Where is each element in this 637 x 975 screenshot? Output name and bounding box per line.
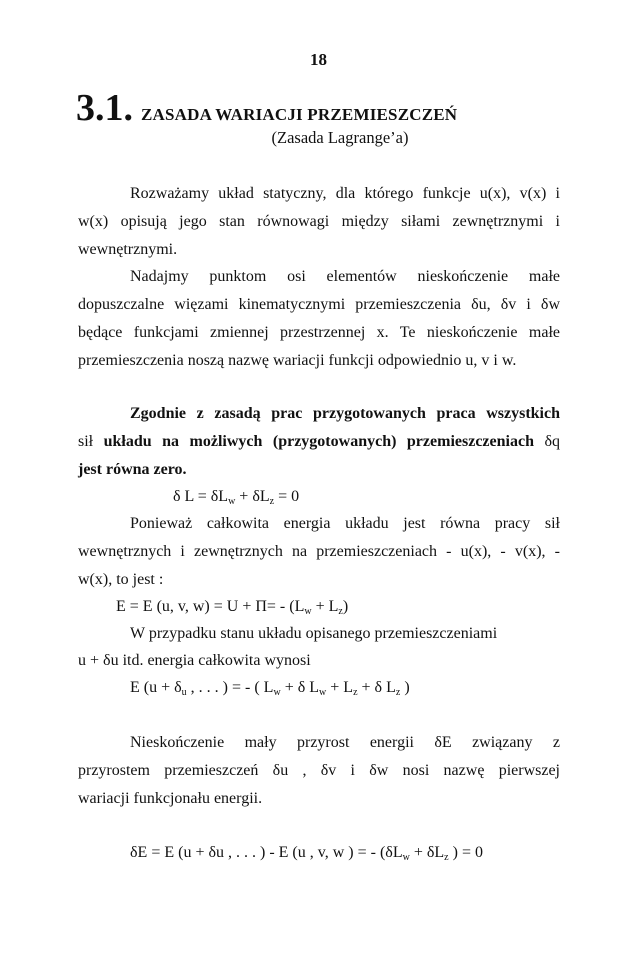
text: E = E (u, v, w) = U + Π= - (L [116,598,305,615]
text-line [78,460,187,480]
bold-text: układu na możliwych (przygotowanych) przemieszczeniach [103,433,534,450]
text-line [78,542,560,562]
text: wariacji funkcjonału energii. [78,790,263,807]
text: wewnętrznych i zewnętrznych na przemieszczeniach - u(x), - v(x), - [78,543,560,560]
text: + δL [235,488,270,505]
text: = 0 [274,488,300,505]
text: ) [400,679,410,696]
text-line [78,432,560,452]
text: + δL [409,844,445,861]
page-number: 18 [310,50,327,69]
text-line [78,651,311,671]
text-line [78,761,560,781]
subscript: u [181,687,187,698]
text: Nieskończenie mały przyrost energii δE związany z [130,734,560,751]
text: + δ L [357,679,396,696]
subscript: z [338,606,343,617]
subscript: z [269,496,275,507]
text: + L [326,679,354,696]
text: δq [533,433,560,450]
text: w(x), to jest : [78,571,164,588]
bold-text: Zgodnie z zasadą prac przygotowanych praca wszystkich [130,405,560,422]
subscript: w [319,687,327,698]
text: wewnętrznymi. [78,241,178,258]
subscript: w [228,496,236,507]
section-number: 3.1. [76,87,133,129]
subscript: w [304,606,312,617]
text-line [78,295,560,315]
text-line [78,212,560,232]
text: W przypadku stanu układu opisanego przemieszczeniami [130,625,498,642]
section-heading [76,86,457,130]
text: przemieszczenia noszą nazwę wariacji funkcji odpowiednio u, v i w. [78,352,517,369]
subscript: z [444,852,449,863]
text: dopuszczalne więzami kinematycznymi przemieszczenia δu, δv i δw [78,296,560,313]
text: Nadajmy punktom osi elementów nieskończenie małe [130,268,560,285]
text: Ponieważ całkowita energia układu jest równa pracy sił [130,515,560,532]
text-line [130,624,497,644]
text-line [78,323,560,343]
text: Rozważamy układ statyczny, dla którego funkcje u(x), v(x) i [130,185,560,202]
section-title: ZASADA WARIACJI PRZEMIESZCZEŃ [141,105,458,124]
text-line [130,733,560,753]
text: w(x) opisują jego stan równowagi między siłami zewnętrznymi i [78,213,560,230]
text: + δ L [280,679,320,696]
text-line [130,184,560,204]
text: ) [342,598,349,615]
text-line [130,843,483,863]
text-line [130,678,410,698]
subscript: w [402,852,410,863]
subscript: w [273,687,281,698]
text-line [78,240,177,260]
text: + L [311,598,339,615]
text-line [130,404,560,424]
text: , . . . ) = - ( L [186,679,274,696]
text: δ L = δL [173,488,229,505]
text: sił [78,433,104,450]
section-subtitle: (Zasada Lagrange’a) [271,128,409,147]
text: przyrostem przemieszczeń δu , δv i δw nosi nazwę pierwszej [78,762,560,779]
text-line [173,487,299,507]
text: δE = E (u + δu , . . . ) - E (u , v, w ) = - (δL [130,844,403,861]
bold-text: jest równa zero. [78,461,187,478]
text: ) = 0 [448,844,483,861]
text-line [78,351,516,371]
text: E (u + δ [130,679,182,696]
text: będące funkcjami zmiennej przestrzennej x. Te nieskończenie małe [78,324,560,341]
text-line [130,514,560,534]
text-line [78,570,163,590]
subscript: z [395,687,401,698]
text-line [116,597,348,617]
text: u + δu itd. energia całkowita wynosi [78,652,311,669]
text-line [130,267,560,287]
text-line [78,789,262,809]
subscript: z [353,687,358,698]
